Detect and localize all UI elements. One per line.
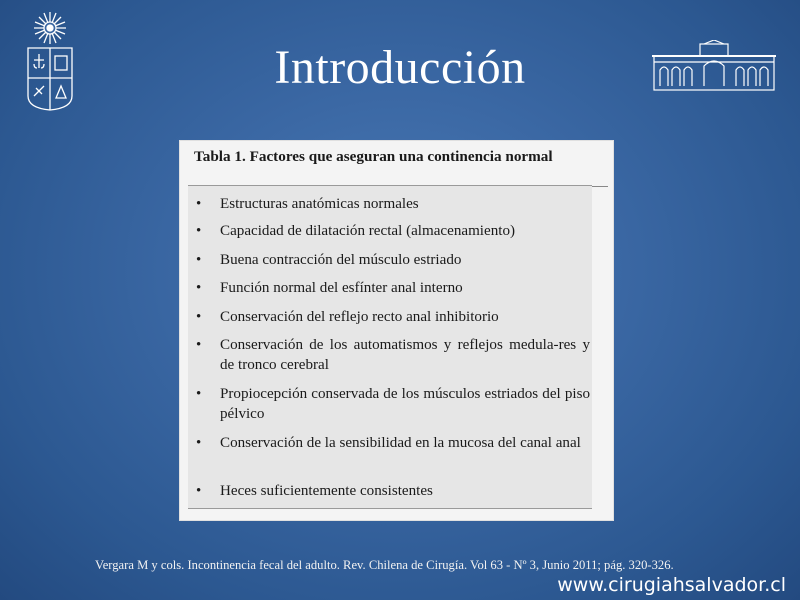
list-item: • Capacidad de dilatación rectal (almacenamiento)	[196, 223, 516, 239]
bullet-icon: •	[196, 309, 202, 325]
bullet-icon: •	[196, 196, 202, 212]
list-item: • Conservación del reflejo recto anal inhibitorio	[196, 309, 499, 325]
list-item: • Estructuras anatómicas normales	[196, 196, 419, 212]
citation: Vergara M y cols. Incontinencia fecal del adulto. Rev. Chilena de Cirugía. Vol 63 - Nº 3, Junio 2011; pág. 320-326.	[95, 558, 674, 572]
table-heading: Tabla 1. Factores que aseguran una continencia normal	[194, 148, 603, 166]
list-item: • Propiocepción conservada de los músculos estriados del piso pélvico	[196, 386, 590, 422]
bullet-icon: •	[196, 386, 202, 402]
bullet-icon: •	[196, 435, 202, 451]
table-image	[179, 140, 614, 521]
bullet-icon: •	[196, 280, 202, 296]
bullet-icon: •	[196, 223, 202, 239]
footer-url: www.cirugiahsalvador.cl	[557, 574, 786, 596]
bullet-icon: •	[196, 252, 202, 268]
page-title: Introducción	[274, 41, 526, 94]
list-item: • Conservación de los automatismos y reflejos medula-res y de tronco cerebral	[196, 337, 590, 373]
list-item: • Buena contracción del músculo estriado	[196, 252, 462, 268]
list-item: • Conservación de la sensibilidad en la mucosa del canal anal	[196, 435, 581, 451]
list-item: • Función normal del esfínter anal interno	[196, 280, 463, 296]
bullet-icon: •	[196, 483, 202, 499]
factors-list	[188, 185, 592, 509]
bullet-icon: •	[196, 337, 202, 353]
hospital-building-icon	[652, 40, 776, 92]
list-item: • Heces suficientemente consistentes	[196, 483, 433, 499]
